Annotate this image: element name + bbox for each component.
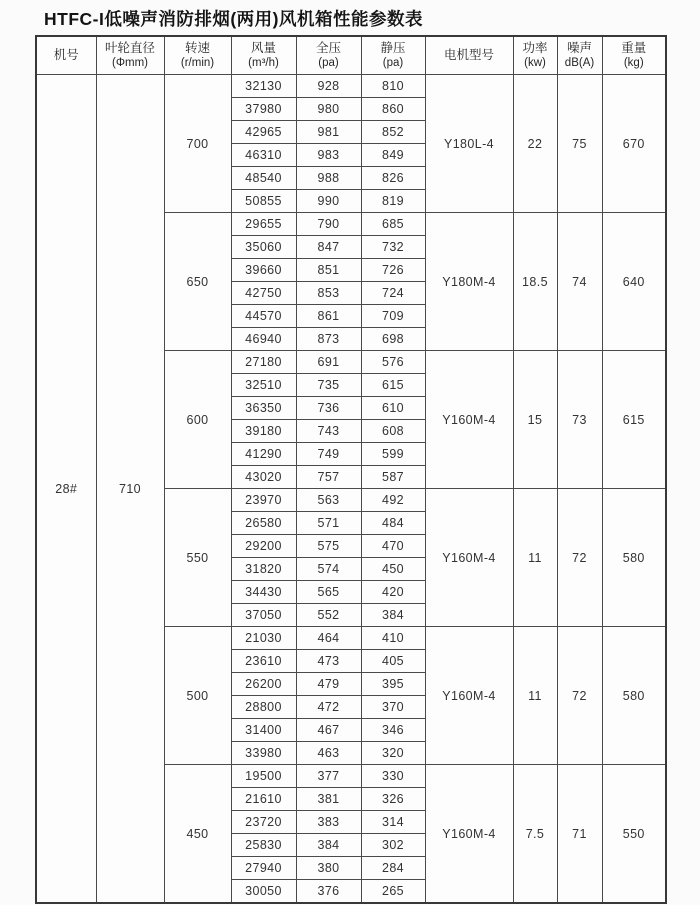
col-header-unit: (Φmm) [112, 56, 148, 69]
cell-static-pressure: 320 [361, 742, 425, 765]
cell-flow: 39180 [231, 420, 296, 443]
col-header-label: 噪声 [566, 40, 592, 55]
cell-static-pressure: 314 [361, 811, 425, 834]
page-title: HTFC-I低噪声消防排烟(两用)风机箱性能参数表 [44, 9, 423, 29]
cell-static-pressure: 420 [361, 581, 425, 604]
cell-total-pressure: 847 [296, 236, 361, 259]
cell-speed: 500 [164, 627, 231, 765]
table-header [36, 36, 666, 75]
col-header-label: 全压 [315, 40, 341, 55]
cell-static-pressure: 849 [361, 144, 425, 167]
cell-static-pressure: 852 [361, 121, 425, 144]
cell-flow: 50855 [231, 190, 296, 213]
cell-total-pressure: 873 [296, 328, 361, 351]
cell-speed: 650 [164, 213, 231, 351]
cell-static-pressure: 346 [361, 719, 425, 742]
cell-noise: 72 [557, 627, 602, 765]
cell-noise: 71 [557, 765, 602, 904]
fan-performance-table [35, 35, 667, 904]
col-header-speed [164, 36, 231, 75]
cell-power: 7.5 [513, 765, 557, 904]
col-header-motor-model [425, 36, 513, 75]
cell-static-pressure: 826 [361, 167, 425, 190]
col-header-machine-no [36, 36, 96, 75]
col-header-unit: dB(A) [564, 56, 595, 69]
cell-flow: 46310 [231, 144, 296, 167]
header-row [36, 36, 666, 75]
cell-static-pressure: 732 [361, 236, 425, 259]
cell-flow: 21030 [231, 627, 296, 650]
cell-power: 11 [513, 627, 557, 765]
cell-flow: 35060 [231, 236, 296, 259]
cell-flow: 31820 [231, 558, 296, 581]
col-header-unit: (pa) [382, 56, 404, 69]
cell-flow: 42750 [231, 282, 296, 305]
cell-total-pressure: 757 [296, 466, 361, 489]
cell-total-pressure: 571 [296, 512, 361, 535]
cell-speed: 700 [164, 75, 231, 213]
cell-flow: 37050 [231, 604, 296, 627]
cell-flow: 37980 [231, 98, 296, 121]
col-header-label: 电机型号 [443, 48, 494, 62]
cell-static-pressure: 615 [361, 374, 425, 397]
cell-total-pressure: 377 [296, 765, 361, 788]
cell-flow: 46940 [231, 328, 296, 351]
cell-flow: 43020 [231, 466, 296, 489]
cell-total-pressure: 981 [296, 121, 361, 144]
cell-flow: 25830 [231, 834, 296, 857]
cell-flow: 31400 [231, 719, 296, 742]
cell-total-pressure: 928 [296, 75, 361, 98]
cell-static-pressure: 726 [361, 259, 425, 282]
cell-total-pressure: 861 [296, 305, 361, 328]
cell-weight: 615 [602, 351, 666, 489]
cell-power: 11 [513, 489, 557, 627]
cell-total-pressure: 988 [296, 167, 361, 190]
cell-total-pressure: 735 [296, 374, 361, 397]
cell-static-pressure: 326 [361, 788, 425, 811]
col-header-impeller-diameter [96, 36, 164, 75]
cell-static-pressure: 698 [361, 328, 425, 351]
cell-static-pressure: 709 [361, 305, 425, 328]
cell-total-pressure: 473 [296, 650, 361, 673]
cell-total-pressure: 552 [296, 604, 361, 627]
cell-total-pressure: 463 [296, 742, 361, 765]
cell-motor-model: Y180L-4 [425, 75, 513, 213]
col-header-label: 功率 [522, 40, 548, 55]
cell-motor-model: Y160M-4 [425, 351, 513, 489]
col-header-label: 重量 [621, 40, 647, 55]
cell-total-pressure: 691 [296, 351, 361, 374]
cell-power: 15 [513, 351, 557, 489]
col-header-power [513, 36, 557, 75]
cell-flow: 42965 [231, 121, 296, 144]
cell-flow: 32130 [231, 75, 296, 98]
cell-flow: 29655 [231, 213, 296, 236]
cell-total-pressure: 790 [296, 213, 361, 236]
cell-motor-model: Y180M-4 [425, 213, 513, 351]
cell-total-pressure: 376 [296, 880, 361, 904]
cell-static-pressure: 384 [361, 604, 425, 627]
col-header-unit: (pa) [318, 56, 339, 69]
cell-noise: 72 [557, 489, 602, 627]
cell-weight: 640 [602, 213, 666, 351]
cell-static-pressure: 610 [361, 397, 425, 420]
cell-flow: 29200 [231, 535, 296, 558]
cell-flow: 48540 [231, 167, 296, 190]
col-header-label: 机号 [53, 48, 79, 62]
cell-weight: 580 [602, 489, 666, 627]
cell-static-pressure: 608 [361, 420, 425, 443]
cell-static-pressure: 810 [361, 75, 425, 98]
cell-speed: 600 [164, 351, 231, 489]
cell-total-pressure: 990 [296, 190, 361, 213]
cell-total-pressure: 383 [296, 811, 361, 834]
cell-total-pressure: 983 [296, 144, 361, 167]
cell-flow: 36350 [231, 397, 296, 420]
cell-total-pressure: 565 [296, 581, 361, 604]
col-header-flow [231, 36, 296, 75]
cell-motor-model: Y160M-4 [425, 627, 513, 765]
cell-total-pressure: 467 [296, 719, 361, 742]
cell-machine-no: 28# [36, 75, 96, 904]
cell-static-pressure: 265 [361, 880, 425, 904]
cell-total-pressure: 980 [296, 98, 361, 121]
cell-flow: 28800 [231, 696, 296, 719]
cell-static-pressure: 405 [361, 650, 425, 673]
cell-total-pressure: 472 [296, 696, 361, 719]
cell-total-pressure: 575 [296, 535, 361, 558]
cell-noise: 73 [557, 351, 602, 489]
cell-static-pressure: 395 [361, 673, 425, 696]
cell-total-pressure: 853 [296, 282, 361, 305]
cell-total-pressure: 563 [296, 489, 361, 512]
cell-static-pressure: 685 [361, 213, 425, 236]
cell-total-pressure: 749 [296, 443, 361, 466]
cell-power: 18.5 [513, 213, 557, 351]
cell-static-pressure: 370 [361, 696, 425, 719]
cell-noise: 74 [557, 213, 602, 351]
cell-power: 22 [513, 75, 557, 213]
cell-motor-model: Y160M-4 [425, 765, 513, 904]
cell-speed: 550 [164, 489, 231, 627]
cell-total-pressure: 574 [296, 558, 361, 581]
cell-flow: 21610 [231, 788, 296, 811]
col-header-unit: (m³/h) [248, 56, 279, 69]
col-header-weight [602, 36, 666, 75]
col-header-static-pressure [361, 36, 425, 75]
cell-flow: 23720 [231, 811, 296, 834]
cell-flow: 44570 [231, 305, 296, 328]
cell-static-pressure: 330 [361, 765, 425, 788]
cell-noise: 75 [557, 75, 602, 213]
cell-total-pressure: 479 [296, 673, 361, 696]
cell-flow: 41290 [231, 443, 296, 466]
cell-total-pressure: 384 [296, 834, 361, 857]
col-header-label: 叶轮直径 [104, 40, 155, 55]
cell-total-pressure: 380 [296, 857, 361, 880]
cell-flow: 26580 [231, 512, 296, 535]
cell-static-pressure: 284 [361, 857, 425, 880]
cell-total-pressure: 851 [296, 259, 361, 282]
cell-static-pressure: 470 [361, 535, 425, 558]
col-header-label: 静压 [380, 40, 406, 55]
cell-static-pressure: 302 [361, 834, 425, 857]
cell-weight: 670 [602, 75, 666, 213]
cell-static-pressure: 724 [361, 282, 425, 305]
col-header-unit: (r/min) [180, 56, 215, 69]
col-header-unit: (kw) [524, 56, 546, 69]
cell-flow: 23610 [231, 650, 296, 673]
col-header-label: 转速 [184, 40, 210, 55]
cell-total-pressure: 736 [296, 397, 361, 420]
cell-flow: 32510 [231, 374, 296, 397]
cell-static-pressure: 860 [361, 98, 425, 121]
table-body [36, 75, 666, 904]
cell-flow: 19500 [231, 765, 296, 788]
cell-impeller-diameter: 710 [96, 75, 164, 904]
col-header-noise [557, 36, 602, 75]
cell-total-pressure: 743 [296, 420, 361, 443]
cell-total-pressure: 381 [296, 788, 361, 811]
table-row [36, 75, 666, 98]
cell-static-pressure: 599 [361, 443, 425, 466]
cell-flow: 23970 [231, 489, 296, 512]
cell-static-pressure: 450 [361, 558, 425, 581]
cell-static-pressure: 819 [361, 190, 425, 213]
cell-static-pressure: 484 [361, 512, 425, 535]
cell-flow: 27940 [231, 857, 296, 880]
col-header-label: 风量 [250, 40, 276, 55]
cell-static-pressure: 492 [361, 489, 425, 512]
cell-flow: 26200 [231, 673, 296, 696]
cell-speed: 450 [164, 765, 231, 904]
cell-flow: 27180 [231, 351, 296, 374]
cell-flow: 33980 [231, 742, 296, 765]
cell-flow: 30050 [231, 880, 296, 904]
cell-weight: 580 [602, 627, 666, 765]
cell-total-pressure: 464 [296, 627, 361, 650]
cell-static-pressure: 410 [361, 627, 425, 650]
cell-motor-model: Y160M-4 [425, 489, 513, 627]
col-header-unit: (kg) [623, 56, 644, 69]
cell-weight: 550 [602, 765, 666, 904]
cell-static-pressure: 576 [361, 351, 425, 374]
col-header-total-pressure [296, 36, 361, 75]
cell-flow: 34430 [231, 581, 296, 604]
cell-flow: 39660 [231, 259, 296, 282]
cell-static-pressure: 587 [361, 466, 425, 489]
